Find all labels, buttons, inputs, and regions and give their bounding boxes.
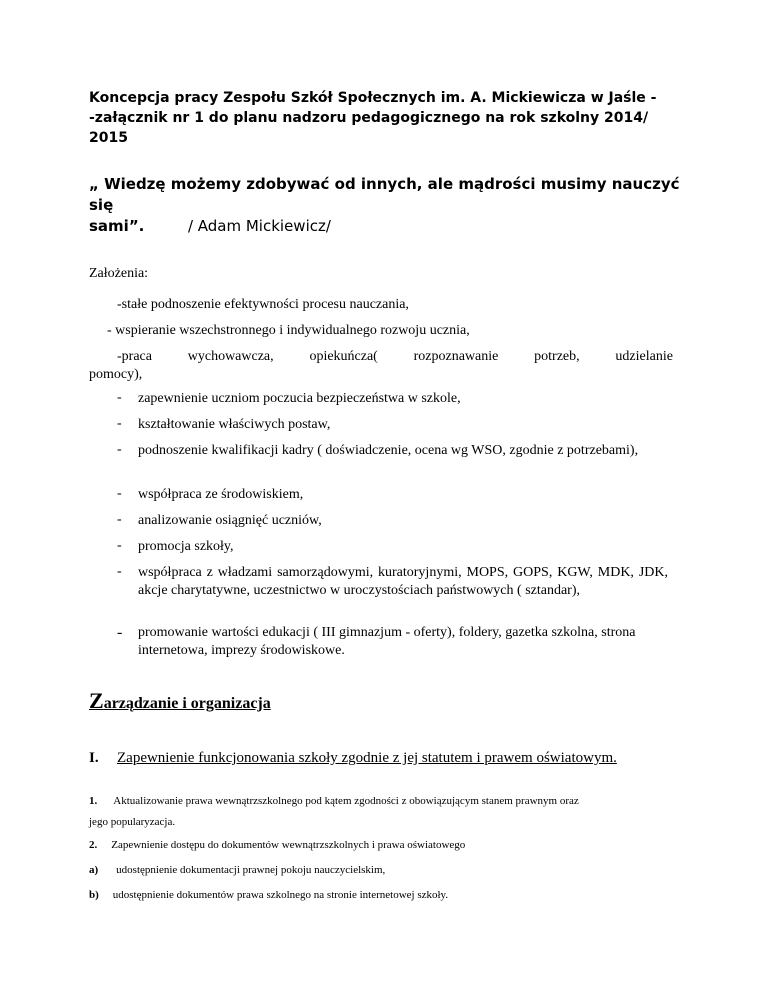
list-item: promowanie wartości edukacji ( III gimnazjum - oferty), foldery, gazetka szkolna, strona internetowa, imprezy środowiskowe. [138,625,636,658]
list-dash: - [117,538,122,553]
point-1-text: Aktualizowanie prawa wewnątrzszkolnego pod kątem zgodności z obowiązującym stanem prawnym oraz [113,795,579,807]
subpoint-a [89,861,385,879]
list-dash: - [117,442,122,457]
point-1-cont: jego popularyzacja. [89,816,176,828]
subsection-number: I. [89,750,99,766]
list-dash: - [117,624,123,641]
care-word: opiekuńcza( [309,349,378,364]
point-1 [89,792,579,810]
care-line [117,348,673,366]
title-line-2: -załącznik nr 1 do planu nadzoru pedagogicznego na rok szkolny 2014/ [89,110,649,126]
list-item: kształtowanie właściwych postaw, [138,417,331,432]
subpoint-b-label: b) [89,889,99,901]
goal-line-1: -stałe podnoszenie efektywności procesu nauczania, [117,297,409,312]
list-item: podnoszenie kwalifikacji kadry ( doświadczenie, ocena wg WSO, zgodnie z potrzebami), [138,443,639,458]
quote-line-1: „ Wiedzę możemy zdobywać od innych, ale mądrości musimy nauczyć się [89,175,680,214]
quote-end: sami”. [89,217,145,235]
list-dash: - [117,486,122,501]
point-1-number: 1. [89,795,98,807]
assumptions-heading: Założenia: [89,266,149,281]
care-line-cont: pomocy), [89,367,143,382]
list-item: promocja szkoły, [138,539,234,554]
list-dash: - [117,564,122,579]
subpoint-b [89,886,448,904]
motto-quote [89,174,689,237]
quote-line-2 [89,216,689,237]
list-item: analizowanie osiągnięć uczniów, [138,513,322,528]
document-title [89,88,689,148]
care-word: potrzeb, [534,349,580,364]
care-word: -praca [117,349,152,364]
title-line-3: 2015 [89,130,128,146]
title-line-1: Koncepcja pracy Zespołu Szkół Społecznych im. A. Mickiewicza w Jaśle - [89,90,657,106]
care-word: rozpoznawanie [413,349,499,364]
care-word: wychowawcza, [187,349,274,364]
list-item: współpraca z władzami samorządowymi, kuratoryjnymi, MOPS, GOPS, KGW, MDK, JDK, akcje charytatywne, uczestnictwo w uroczystościach państwowych ( sztandar), [138,565,668,598]
list-dash: - [117,390,122,405]
subsection-title: Zapewnienie funkcjonowania szkoły zgodnie z jej statutem i prawem oświatowym. [117,750,617,766]
point-2-text: Zapewnienie dostępu do dokumentów wewnątrzszkolnych i prawa oświatowego [111,839,466,851]
list-item: współpraca ze środowiskiem, [138,487,304,502]
quote-author: / Adam Mickiewicz/ [187,217,331,235]
subpoint-a-text: udostępnienie dokumentacji prawnej pokoju nauczycielskim, [116,864,386,876]
list-dash: - [117,416,122,431]
list-dash: - [117,512,122,527]
heading-initial: Z [89,688,104,713]
point-2-number: 2. [89,839,98,851]
point-2 [89,836,465,854]
list-item: zapewnienie uczniom poczucia bezpieczeństwa w szkole, [138,391,461,406]
section-heading [89,688,271,714]
care-word: udzielanie [615,349,673,364]
subpoint-a-label: a) [89,864,99,876]
heading-rest: arządzanie i organizacja [103,695,271,712]
goal-line-2: - wspieranie wszechstronnego i indywidualnego rozwoju ucznia, [107,323,470,338]
subpoint-b-text: udostępnienie dokumentów prawa szkolnego na stronie internetowej szkoły. [112,889,449,901]
